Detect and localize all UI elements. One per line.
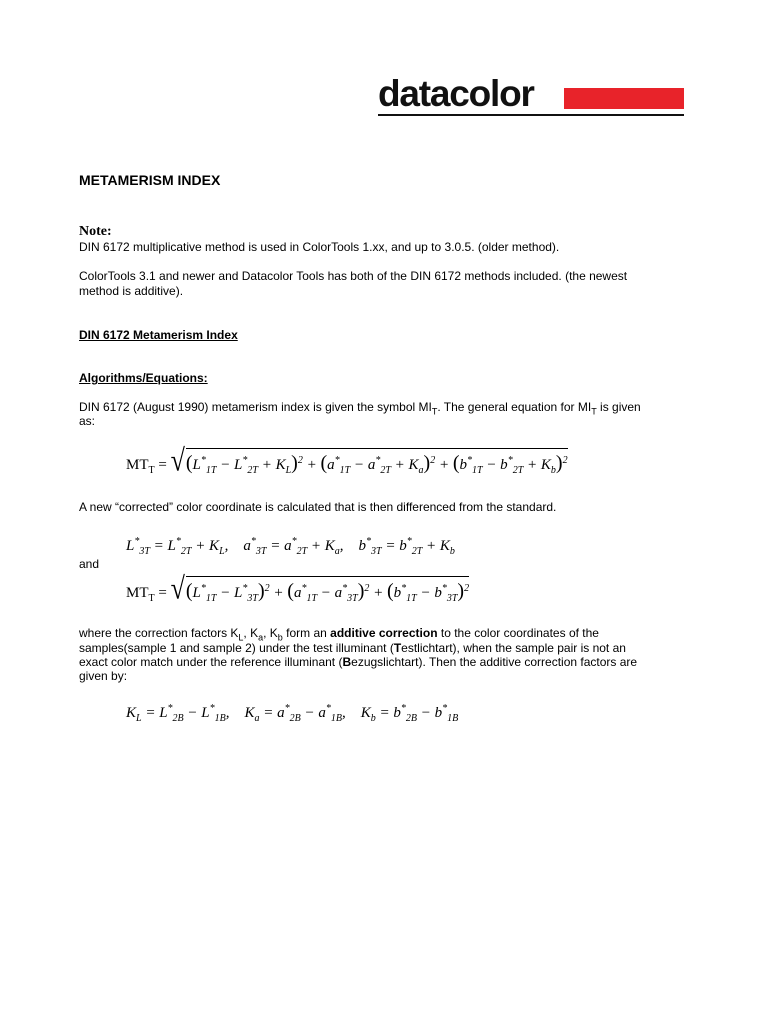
note-label: Note:: [79, 224, 112, 239]
intro-line-1: DIN 6172 (August 1990) metamerism index is given the symbol $MI_T$. The general equation for $MI_T$ is given: [79, 400, 641, 417]
corrected-text: A new “corrected” color coordinate is calculated that is then differenced from the standard.: [79, 500, 557, 514]
logo-wordmark: datacolor: [378, 73, 534, 114]
logo-red-bar: [564, 88, 684, 109]
correction-line-3: exact color match under the reference illuminant (Bezugslichtart). Then the additive correction factors are: [79, 655, 638, 669]
logo-underline: [378, 114, 684, 116]
equation-corrected-coordinates: $L^*_{3T} = L^*_{2T} + K_L$, $a^*_{3T} = a^*_{2T} + K_a$, $b^*_{3T} = b^*_{2T} + K_b$: [126, 536, 455, 557]
note-line-1: DIN 6172 multiplicative method is used in ColorTools 1.xx, and up to 3.0.5. (older method).: [79, 240, 560, 254]
equation-correction-factors: $K_L = L^*_{2B} - L^*_{1B}$, $K_a = a^*_{2B} - a^*_{1B}$, $K_b = b^*_{2B} - b^*_{1B}$: [126, 703, 459, 724]
correction-line-1: where the correction factors $K_L$, $K_a$, $K_b$ form an additive correction to the color coordinates of the: [79, 626, 599, 643]
equation-mit-corrected: $MT_T$ = √ $(L^*_{1T} - L^*_{3T})^2 + (a^*_{1T} - a^*_{3T})^2 + (b^*_{1T} - b^*_{3T})^2$: [126, 571, 470, 606]
note-line-2b: method is additive).: [79, 284, 184, 298]
page-title: METAMERISM INDEX: [79, 172, 221, 188]
correction-line-4: given by:: [79, 669, 128, 683]
algorithms-heading: Algorithms/Equations:: [79, 371, 208, 385]
note-line-2a: ColorTools 3.1 and newer and Datacolor Tools has both of the DIN 6172 methods included. (the newest: [79, 269, 628, 283]
and-text: and: [79, 557, 100, 571]
equation-general-mit: $MT_T$ = √ $(L^*_{1T} - L^*_{2T} + K_L)^2 + (a^*_{1T} - a^*_{2T} + K_a)^2 + (b^*_{1T} - b^*_{2T} + K_b)^2$: [126, 443, 568, 478]
datacolor-logo: [378, 72, 684, 118]
intro-line-2: as:: [79, 414, 96, 428]
correction-line-2: samples(sample 1 and sample 2) under the test illuminant (Testlichtart), when the sample pair is not an: [79, 641, 626, 655]
section-heading: DIN 6172 Metamerism Index: [79, 328, 238, 342]
